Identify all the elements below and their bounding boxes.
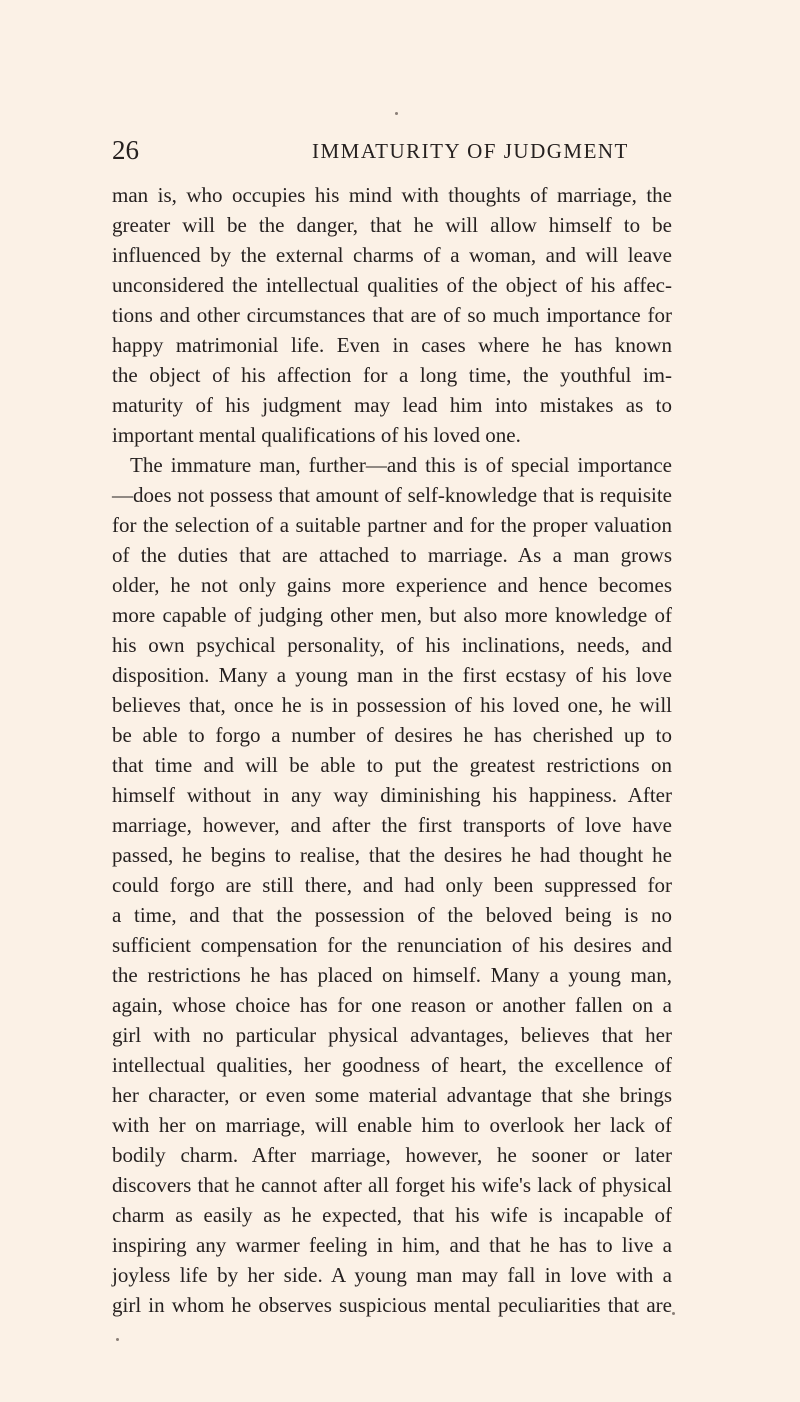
text-line: bodily charm. After marriage, however, he sooner or later bbox=[112, 1143, 672, 1167]
text-line: himself without in any way diminishing his happiness. After bbox=[112, 783, 672, 807]
text-line: greater will be the danger, that he will allow himself to be bbox=[112, 213, 672, 237]
text-line: The immature man, further—and this is of special importance bbox=[130, 453, 672, 477]
text-line: the object of his affection for a long time, the youthful im- bbox=[112, 363, 672, 387]
text-line: marriage, however, and after the first transports of love have bbox=[112, 813, 672, 837]
text-line: her character, or even some material advantage that she brings bbox=[112, 1083, 672, 1107]
text-line: man is, who occupies his mind with thoughts of marriage, the bbox=[112, 183, 672, 207]
text-line: could forgo are still there, and had only been suppressed for bbox=[112, 873, 672, 897]
paper-speck bbox=[395, 112, 398, 115]
text-line: the restrictions he has placed on himself. Many a young man, bbox=[112, 963, 672, 987]
text-line: girl with no particular physical advantages, believes that her bbox=[112, 1023, 672, 1047]
text-line: influenced by the external charms of a woman, and will leave bbox=[112, 243, 672, 267]
text-line: maturity of his judgment may lead him into mistakes as to bbox=[112, 393, 672, 417]
text-line: again, whose choice has for one reason or another fallen on a bbox=[112, 993, 672, 1017]
text-line: sufficient compensation for the renunciation of his desires and bbox=[112, 933, 672, 957]
body-text bbox=[112, 180, 672, 1320]
text-line: for the selection of a suitable partner and for the proper valuation bbox=[112, 513, 672, 537]
text-line: older, he not only gains more experience and hence becomes bbox=[112, 573, 672, 597]
text-line: disposition. Many a young man in the first ecstasy of his love bbox=[112, 663, 672, 687]
text-line: be able to forgo a number of desires he has cherished up to bbox=[112, 723, 672, 747]
text-line: happy matrimonial life. Even in cases where he has known bbox=[112, 333, 672, 357]
text-line: charm as easily as he expected, that his wife is incapable of bbox=[112, 1203, 672, 1227]
text-line: inspiring any warmer feeling in him, and that he has to live a bbox=[112, 1233, 672, 1257]
running-head: IMMATURITY OF JUDGMENT bbox=[312, 139, 629, 163]
text-line: important mental qualifications of his loved one. bbox=[112, 423, 521, 447]
text-line: of the duties that are attached to marriage. As a man grows bbox=[112, 543, 672, 567]
text-line: tions and other circumstances that are of so much importance for bbox=[112, 303, 672, 327]
text-line: believes that, once he is in possession of his loved one, he will bbox=[112, 693, 672, 717]
paper-speck bbox=[116, 1338, 119, 1341]
text-line: discovers that he cannot after all forget his wife's lack of physical bbox=[112, 1173, 672, 1197]
text-line: —does not possess that amount of self-knowledge that is requisite bbox=[112, 483, 672, 507]
text-line: girl in whom he observes suspicious mental peculiarities that are bbox=[112, 1293, 672, 1317]
text-line: his own psychical personality, of his inclinations, needs, and bbox=[112, 633, 672, 657]
text-line: passed, he begins to realise, that the desires he had thought he bbox=[112, 843, 672, 867]
text-line: with her on marriage, will enable him to overlook her lack of bbox=[112, 1113, 672, 1137]
text-line: that time and will be able to put the greatest restrictions on bbox=[112, 753, 672, 777]
page-number: 26 bbox=[112, 135, 139, 165]
text-line: more capable of judging other men, but also more knowledge of bbox=[112, 603, 672, 627]
text-line: intellectual qualities, her goodness of heart, the excellence of bbox=[112, 1053, 672, 1077]
text-line: unconsidered the intellectual qualities of the object of his affec- bbox=[112, 273, 672, 297]
page-header bbox=[112, 133, 672, 167]
text-line: joyless life by her side. A young man may fall in love with a bbox=[112, 1263, 672, 1287]
paper-speck bbox=[672, 1312, 675, 1315]
text-line: a time, and that the possession of the beloved being is no bbox=[112, 903, 672, 927]
